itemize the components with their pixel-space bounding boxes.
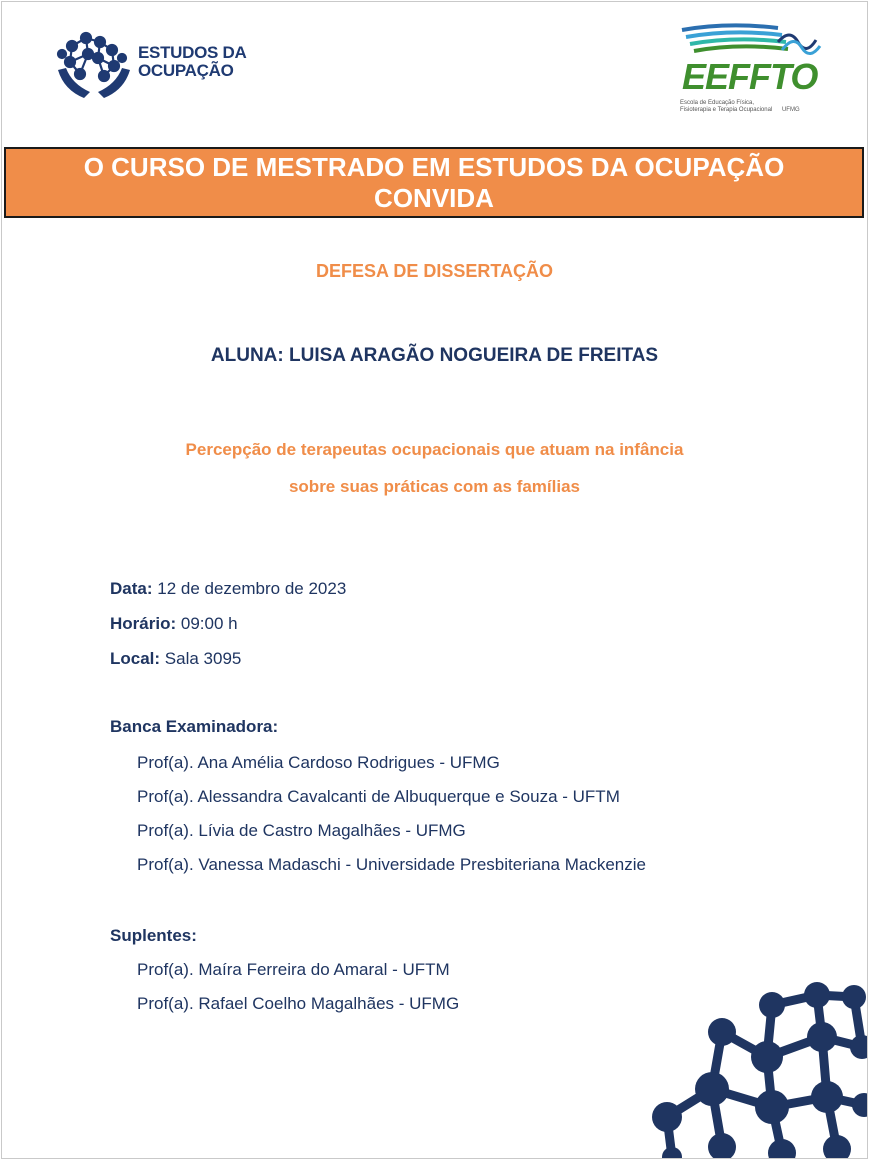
eeffto-subtitle [680,100,800,114]
committee-member: Prof(a). Lívia de Castro Magalhães - UFMG [137,821,466,840]
date-row [110,577,346,612]
committee-list [137,751,646,887]
title-banner [4,147,864,218]
estudos-da-ocupacao-logo [54,24,254,104]
eeffto-sub-line2 [680,107,800,114]
eeffto-wordmark: EEFFTO [682,56,818,97]
time-label: Horário: [110,614,177,633]
time-value: 09:00 h [180,614,238,633]
substitute-member: Prof(a). Rafael Coelho Magalhães - UFMG [137,994,460,1013]
event-details [110,577,346,682]
substitutes-list [137,958,459,1026]
place-row [110,647,346,682]
left-logo-line2: OCUPAÇÃO [138,61,234,80]
committee-member: Prof(a). Ana Amélia Cardoso Rodrigues - UFMG [137,753,500,772]
thesis-title [2,431,867,505]
substitute-member: Prof(a). Maíra Ferreira do Amaral - UFTM [137,960,450,979]
wave-stripes-icon [678,20,828,60]
network-hands-icon [54,24,134,104]
time-row [110,612,346,647]
left-logo-text [138,44,246,80]
committee-member: Prof(a). Alessandra Cavalcanti de Albuquerque e Souza - UFTM [137,787,620,806]
eeffto-sub-line1: Escola de Educação Física, [680,100,755,106]
left-logo-line1: ESTUDOS DA [138,43,247,62]
place-value: Sala 3095 [164,649,242,668]
place-label: Local: [110,649,161,668]
network-decoration-icon [632,977,867,1158]
thesis-title-line1: Percepção de terapeutas ocupacionais que atuam na infância [185,440,684,459]
thesis-title-line2: sobre suas práticas com as famílias [288,477,581,496]
eeffto-sub-line2-text: Fisioterapia e Terapia Ocupacional [680,107,773,113]
eeffto-logo [678,20,828,118]
committee-member: Prof(a). Vanessa Madaschi - Universidade Presbiteriana Mackenzie [137,855,646,874]
event-subtitle: DEFESA DE DISSERTAÇÃO [315,261,554,281]
committee-heading: Banca Examinadora: [110,717,279,736]
eeffto-ufmg: UFMG [781,107,800,113]
substitutes-heading: Suplentes: [110,926,197,945]
date-label: Data: [110,579,153,598]
invitation-page [1,1,868,1159]
date-value: 12 de dezembro de 2023 [157,579,347,598]
banner-title: O CURSO DE MESTRADO EM ESTUDOS DA OCUPAÇÃO CONVIDA [83,151,785,213]
student-name: ALUNA: LUISA ARAGÃO NOGUEIRA DE FREITAS [210,345,659,366]
